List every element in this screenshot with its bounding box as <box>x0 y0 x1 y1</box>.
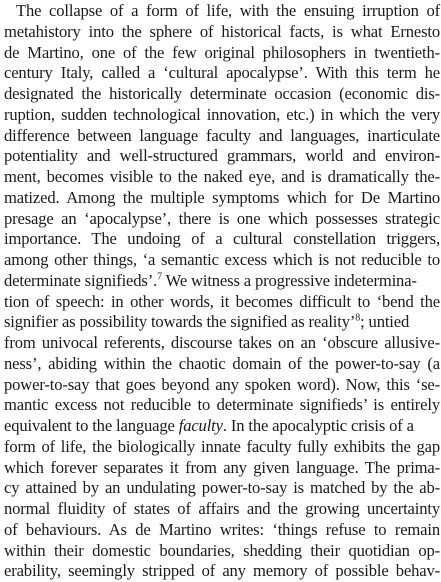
text-line: within their domestic boundaries, shedding their quotidian op- <box>4 540 440 560</box>
text-line: from univocal referents, discourse takes on an ‘obscure allusive- <box>4 333 440 352</box>
text-line: matized. Among the multiple symptoms which for De Martino <box>4 187 440 207</box>
text-segment: determinate signifieds’. <box>4 270 158 290</box>
text-line: of behaviours. As de Martino writes: ‘things refuse to remain <box>4 519 440 539</box>
text-line <box>4 271 440 292</box>
text-line: among other things, ‘a semantic excess which is not reducible to <box>4 250 440 269</box>
text-line: ment, becomes visible to the naked eye, and is dramatically the- <box>4 167 440 186</box>
text-segment: We witness a progressive indetermina- <box>161 270 417 290</box>
text-line: difference between language faculty and languages, inarticulate <box>4 125 440 145</box>
text-segment: . In the apocalyptic crisis of a <box>222 416 414 435</box>
text-line: presage an ‘apocalypse’, there is one which possesses strategic <box>4 208 440 228</box>
body-paragraph <box>4 1 440 582</box>
text-line: normal fluidity of states of affairs and the growing uncertainty <box>4 499 440 518</box>
text-line: potentiality and well-structured grammars, world and environ- <box>4 146 440 166</box>
text-segment: equivalent to the language <box>4 416 179 435</box>
text-line <box>4 312 440 333</box>
text-line: cy attained by an undulating power-to-say is matched by the ab- <box>4 478 440 498</box>
text-line: which forever separates it from any given language. The prima- <box>4 457 440 477</box>
text-line: ruption, sudden technological innovation, etc.) in which the very <box>4 104 440 124</box>
text-segment: signifier as possibility towards the signified as reality’ <box>4 312 356 332</box>
text-line: form of life, the biologically innate faculty fully exhibits the gap <box>4 436 440 456</box>
text-line: erability, seemingly stripped of any memory of possible behav- <box>4 561 440 581</box>
footnote-ref-8[interactable]: 8 <box>355 312 361 324</box>
text-line: metahistory into the sphere of historical facts, is what Ernesto <box>4 21 440 41</box>
text-line: importance. The undoing of a cultural constellation triggers, <box>4 229 440 249</box>
text-line: power-to-say that goes beyond any spoken word). Now, this ‘se- <box>4 374 440 394</box>
text-line: The collapse of a form of life, with the ensuing irruption of <box>16 1 440 20</box>
text-segment: ; untied <box>360 312 410 332</box>
text-line <box>4 416 440 437</box>
text-line: century Italy, called a ‘cultural apocalypse’. With this term he <box>4 63 440 83</box>
text-line: designated the historically determinate occasion (economic dis- <box>4 84 440 103</box>
text-line: de Martino, one of the few original philosophers in twentieth- <box>4 42 440 62</box>
text-line: tion of speech: in other words, it becomes difficult to ‘bend the <box>4 291 440 311</box>
footnote-ref-7[interactable]: 7 <box>157 271 162 283</box>
text-line: mantic excess not reducible to determinate signifieds’ is entirely <box>4 395 440 415</box>
text-line: ness’, abiding within the chaotic domain of the power-to-say (a <box>4 353 440 373</box>
emphasis-faculty: faculty <box>178 416 223 435</box>
